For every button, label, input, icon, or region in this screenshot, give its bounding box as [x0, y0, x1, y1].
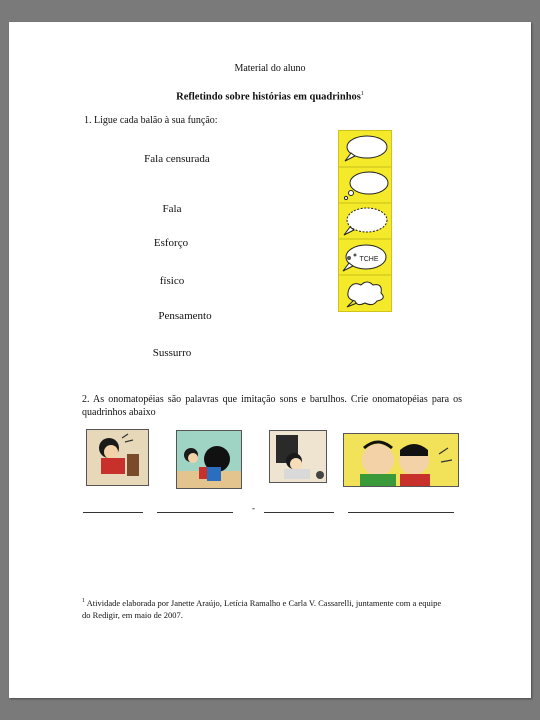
document-page	[9, 22, 531, 698]
answer-line-2[interactable]	[157, 512, 233, 513]
title-text: Refletindo sobre histórias em quadrinhos	[176, 91, 361, 103]
comic-panel-4	[343, 433, 459, 487]
function-label-pensamento: Pensamento	[158, 310, 212, 322]
balloon-text: TCHE	[359, 256, 379, 263]
function-label-sussurro: Sussurro	[152, 347, 192, 359]
comic-panel-2-art	[177, 431, 241, 488]
whisper-balloon-icon	[344, 208, 387, 235]
function-label-fala: Fala	[162, 203, 182, 215]
comic-panel-3-art	[270, 431, 326, 482]
speech-balloon-strip	[338, 130, 392, 312]
answer-line-1[interactable]	[83, 512, 143, 513]
comic-panel-3	[269, 430, 327, 483]
balloon-illustrations	[339, 131, 391, 311]
footnote	[82, 595, 442, 621]
page-header: Material do aluno	[234, 63, 306, 74]
answer-line-4[interactable]	[348, 512, 454, 513]
page-title	[9, 91, 531, 103]
comic-panel-1-art	[87, 430, 148, 485]
comic-panel-4-art	[344, 434, 458, 486]
line-separator: -	[252, 503, 255, 513]
title-footnote-mark: 1	[360, 91, 364, 97]
question-1: 1. Ligue cada balão à sua função:	[84, 115, 218, 126]
function-label-fisico: físico	[159, 275, 185, 287]
footnote-mark: 1	[82, 598, 85, 604]
effort-balloon-icon	[347, 282, 383, 307]
speech-balloon-icon	[345, 136, 387, 161]
function-label-fala-censurada: Fala censurada	[144, 153, 210, 165]
answer-line-3[interactable]	[264, 512, 334, 513]
comic-panel-1	[86, 429, 149, 486]
function-label-esforco: Esforço	[153, 237, 189, 249]
thought-balloon-icon	[344, 172, 388, 200]
comic-panel-2	[176, 430, 242, 489]
footnote-text: Atividade elaborada por Janette Araújo, Letícia Ramalho e Carla V. Cassarelli, juntamente com a equipe do Redigir, em maio de 2007.	[82, 597, 442, 620]
question-2: 2. As onomatopéias são palavras que imitação sons e barulhos. Crie onomatopéias para os quadrinhos abaixo	[82, 394, 462, 418]
